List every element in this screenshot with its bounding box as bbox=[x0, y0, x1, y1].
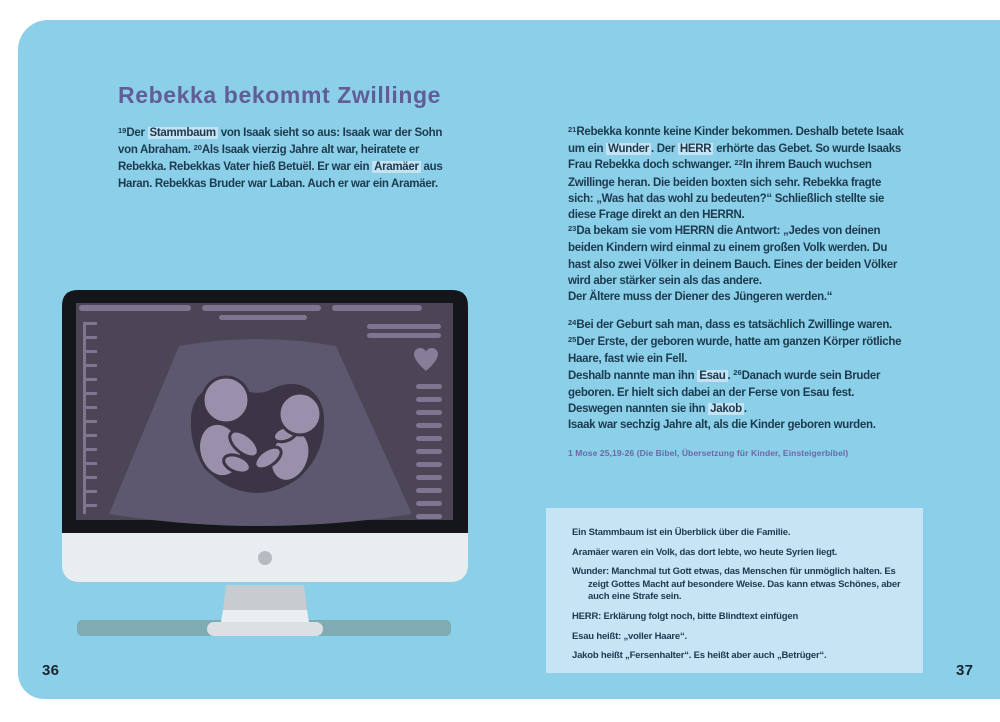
right-page-paragraph-2: $^{24}$Bei der Geburt sah man, dass es tatsächlich Zwillinge waren. $^{25}$Der Erste, der geboren wurde, hatte am ganzen Körper rötliche Haare, fast wie ein Fell. Deshalb nannte man ihn Esau . $^{26}$Danach wurde sein Bruder geboren. Er hielt sich dabei an der Ferse von Esau fest. Deswegen nannten sie ihn Jakob . Isaak war sechzig Jahre alt, als die Kinder geboren wurden. bbox=[568, 317, 902, 432]
ultrasound-screen bbox=[76, 303, 453, 526]
bible-citation: 1 Mose 25,19-26 (Die Bibel, Übersetzung für Kinder, Einsteigerbibel) bbox=[568, 448, 849, 458]
glossary-entry-aramaeer: Aramäer waren ein Volk, das dort lebte, wo heute Syrien liegt. bbox=[572, 546, 838, 558]
glossary-entry-stammbaum: Ein Stammbaum ist ein Überblick über die Familie. bbox=[572, 527, 791, 538]
glossary-entry-jakob: Jakob heißt „Fersenhalter“. Es heißt aber auch „Betrüger“. bbox=[572, 650, 827, 662]
page-number-right: 37 bbox=[956, 662, 974, 679]
glossary-box bbox=[546, 508, 923, 673]
left-page-paragraph: $^{19}$Der Stammbaum von Isaak sieht so aus: Isaak war der Sohn von Abraham. $^{20}$Als Isaak vierzig Jahre alt war, heiratete er Rebekka. Rebekkas Vater hieß Betuël. Er war ein Aramäer aus Haran. Rebekkas Bruder war Laban. Auch er war ein Aramäer. bbox=[118, 125, 443, 190]
monitor-stand bbox=[207, 585, 323, 636]
monitor-camera-dot bbox=[258, 551, 272, 565]
page-number-left: 36 bbox=[42, 662, 60, 679]
right-page-paragraph-1: $^{21}$Rebekka konnte keine Kinder bekommen. Deshalb betete Isaak um ein Wunder . Der HERR erhörte das Gebet. So wurde Isaaks Frau Rebekka doch schwanger. $^{22}$In ihrem Bauch wuchsen Zwillinge heran. Die beiden boxten sich sehr. Rebekka fragte sich: „Was hat das wohl zu bedeuten?“ Schließlich stellte sie diese Frage direkt an den HERRN. $^{23}$Da bekam sie vom HERRN die Antwort: „Jedes von deinen beiden Kindern wird einmal zu einem großen Volk werden. Du hast also zwei Völker in deinem Bauch. Eines der beiden Völker wird aber stärker sein als das andere. Der Ältere muss der Diener des Jüngeren werden.“ bbox=[568, 124, 904, 304]
glossary-entry-esau: Esau heißt: „voller Haare“. bbox=[572, 630, 687, 642]
page-title: Rebekka bekommt Zwillinge bbox=[118, 82, 442, 108]
monitor-ultrasound-illustration bbox=[60, 288, 470, 640]
glossary-entry-herr: HERR: Erklärung folgt noch, bitte Blindtext einfügen bbox=[572, 610, 799, 622]
glossary-entry-wunder: Wunder: Manchmal tut Gott etwas, das Menschen für unmöglich halten. Es zeigt Gottes Macht auf besondere Weise. Das kann etwas Schönes, aber auch eine Strafe sein. bbox=[572, 566, 901, 603]
